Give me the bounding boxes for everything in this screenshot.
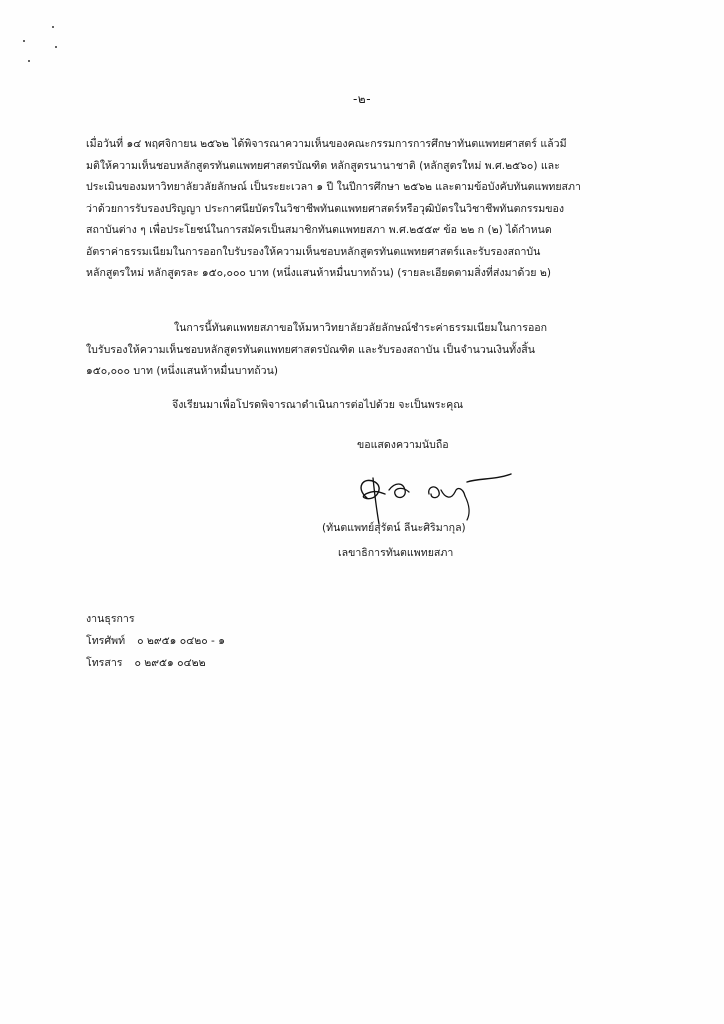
fax-number: ๐ ๒๙๕๑ ๐๔๒๒ — [134, 657, 206, 669]
phone-label: โทรศัพท์ — [86, 635, 126, 647]
phone-number: ๐ ๒๙๕๑ ๐๔๒๐ - ๑ — [137, 635, 225, 647]
paragraph-line: ใบรับรองให้ความเห็นชอบหลักสูตรทันตแพทยศาสตรบัณฑิต และรับรองสถาบัน เป็นจำนวนเงินทั้งสิ้น — [86, 343, 536, 356]
signer-name: (ทันตแพทย์สุรัตน์ ลีนะศิริมากุล) — [322, 522, 466, 534]
paragraph-line: หลักสูตรใหม่ หลักสูตรละ ๑๕๐,๐๐๐ บาท (หนึ่งแสนห้าหมื่นบาทถ้วน) (รายละเอียดตามสิ่งที่ส่งมาด้วย ๒) — [86, 267, 551, 279]
paragraph-line: อัตราค่าธรรมเนียมในการออกใบรับรองให้ความเห็นชอบหลักสูตรทันตแพทยศาสตร์และรับรองสถาบัน — [86, 245, 541, 258]
paragraph-2 — [86, 318, 656, 383]
fax-label: โทรสาร — [86, 657, 123, 669]
contact-phone-row — [86, 630, 225, 652]
paragraph-line: ประเมินของมหาวิทยาลัยวลัยลักษณ์ เป็นระยะเวลา ๑ ปี ในปีการศึกษา ๒๕๖๒ และตามข้อบังคับทันตแพทยสภา — [86, 181, 581, 193]
signer-title: เลขาธิการทันตแพทยสภา — [338, 547, 454, 559]
paragraph-1 — [86, 134, 656, 285]
page-number: -๒- — [352, 92, 372, 106]
paragraph-line: เมื่อวันที่ ๑๔ พฤศจิกายน ๒๕๖๒ ได้พิจารณาความเห็นของคณะกรรมการการศึกษาทันตแพทยศาสตร์ แล้วมี — [86, 138, 567, 150]
contact-department: งานธุรการ — [86, 613, 135, 625]
paragraph-line: สถาบันต่าง ๆ เพื่อประโยชน์ในการสมัครเป็นสมาชิกทันตแพทยสภา พ.ศ.๒๕๕๙ ข้อ ๒๒ ก (๒) ได้กำหนด — [86, 224, 552, 236]
contact-block — [86, 608, 225, 674]
regards-line: ขอแสดงความนับถือ — [357, 439, 449, 451]
paragraph-line: มติให้ความเห็นชอบหลักสูตรทันตแพทยศาสตรบัณฑิต หลักสูตรนานาชาติ (หลักสูตรใหม่ พ.ศ.๒๕๖๐) และ — [86, 159, 560, 172]
closing-sentence: จึงเรียนมาเพื่อโปรดพิจารณาดำเนินการต่อไปด้วย จะเป็นพระคุณ — [172, 399, 464, 411]
paragraph-line: ๑๕๐,๐๐๐ บาท (หนึ่งแสนห้าหมื่นบาทถ้วน) — [86, 365, 278, 377]
paragraph-line: ว่าด้วยการรับรองปริญญา ประกาศนียบัตรในวิชาชีพทันตแพทยศาสตร์หรือวุฒิบัตรในวิชาชีพทันตกรรมของ — [86, 202, 565, 215]
paragraph-line: ในการนี้ทันตแพทยสภาขอให้มหาวิทยาลัยวลัยลักษณ์ชำระค่าธรรมเนียมในการออก — [174, 322, 548, 334]
contact-fax-row — [86, 652, 225, 674]
